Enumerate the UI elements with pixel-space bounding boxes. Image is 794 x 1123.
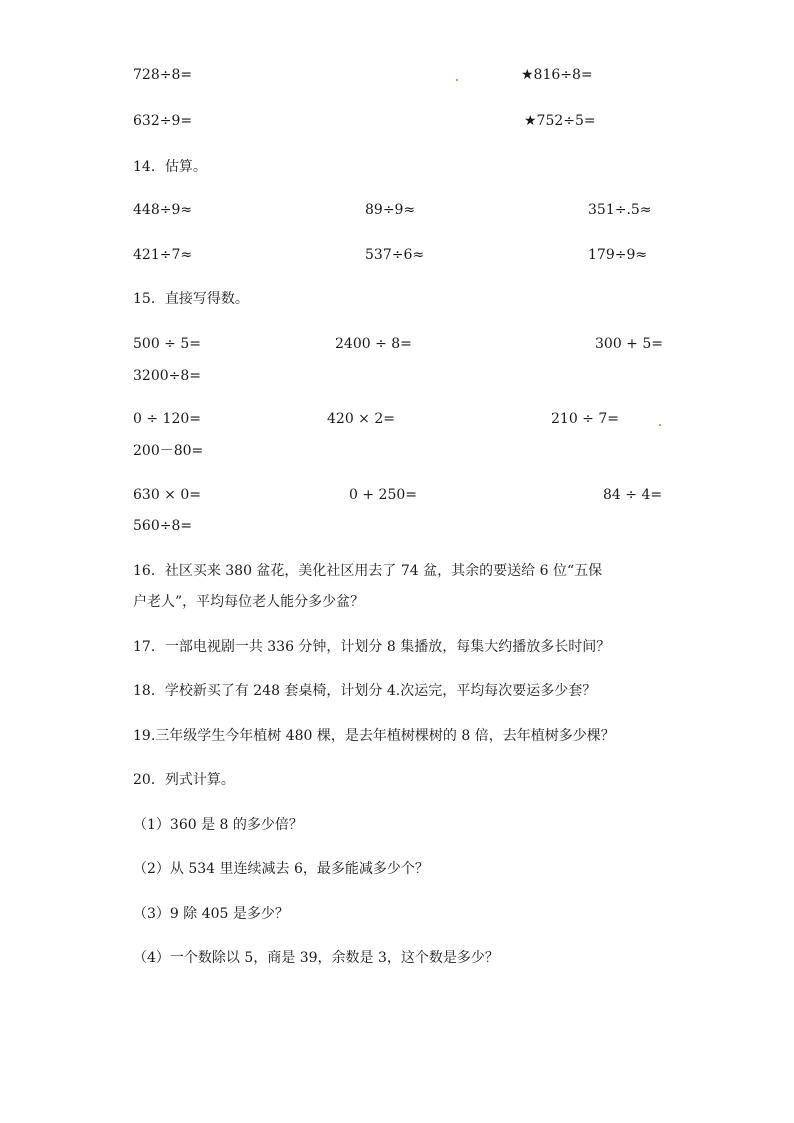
mental-calc-item: 3200÷8=	[133, 368, 201, 384]
mental-calc-item: 560÷8=	[133, 518, 193, 534]
estimate-item: 448÷9≈	[133, 202, 193, 218]
mental-calc-item: 2400 ÷ 8=	[335, 336, 412, 352]
mental-calc-item: 0 ÷ 120=	[133, 411, 201, 427]
question-20-item: （2）从 534 里连续减去 6，最多能减多少个？	[133, 861, 429, 877]
estimate-item: 421÷7≈	[133, 247, 193, 263]
calc-item: 728÷8=	[133, 67, 193, 83]
question-16-line-1: 16．社区买来 380 盆花，美化社区用去了 74 盆，其余的要送给 6 位“五保	[133, 563, 603, 579]
estimate-item: 351÷.5≈	[588, 202, 652, 218]
question-14-title: 14．估算。	[133, 159, 207, 175]
calc-item: 632÷9=	[133, 113, 193, 129]
mental-calc-item: 0 + 250=	[349, 487, 417, 503]
question-15-title: 15．直接写得数。	[133, 291, 249, 307]
mental-calc-item: 210 ÷ 7=	[551, 411, 619, 427]
mental-calc-item: 420 × 2=	[327, 411, 395, 427]
stray-mark	[659, 424, 661, 426]
mental-calc-item: 300 + 5=	[595, 336, 663, 352]
calc-item: ★816÷8=	[521, 67, 593, 83]
question-20-item: （4）一个数除以 5，商是 39，余数是 3，这个数是多少？	[133, 950, 499, 966]
calc-item: ★752÷5=	[524, 113, 596, 129]
estimate-item: 537÷6≈	[365, 247, 425, 263]
question-20-item: （3）9 除 405 是多少？	[133, 906, 289, 922]
mental-calc-item: 200－80=	[133, 443, 204, 459]
question-16-line-2: 户老人”，平均每位老人能分多少盆？	[133, 594, 365, 610]
mental-calc-item: 630 × 0=	[133, 487, 201, 503]
question-17: 17．一部电视剧一共 336 分钟，计划分 8 集播放，每集大约播放多长时间？	[133, 639, 611, 655]
estimate-item: 179÷9≈	[588, 247, 648, 263]
mental-calc-item: 84 ÷ 4=	[603, 487, 663, 503]
question-20-title: 20．列式计算。	[133, 772, 235, 788]
stray-mark	[456, 79, 458, 81]
estimate-item: 89÷9≈	[365, 202, 416, 218]
mental-calc-item: 500 ÷ 5=	[133, 336, 201, 352]
question-18: 18．学校新买了有 248 套桌椅，计划分 4.次运完，平均每次要运多少套？	[133, 683, 597, 699]
question-19: 19.三年级学生今年植树 480 棵，是去年植树棵树的 8 倍，去年植树多少棵？	[133, 728, 615, 744]
question-20-item: （1）360 是 8 的多少倍？	[133, 817, 303, 833]
